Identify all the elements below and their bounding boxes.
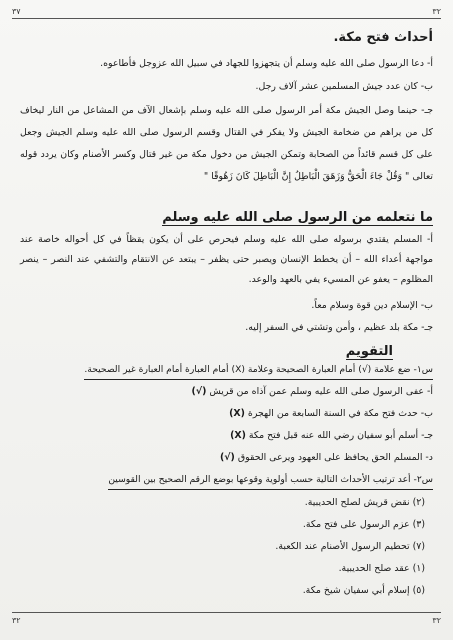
q1-item-a-mark: (√) <box>191 386 207 397</box>
q1-item-b-mark: (X) <box>229 408 245 419</box>
page-number-top-right: ٣٢ <box>432 7 441 16</box>
page-number-bottom-left: ٣٢ <box>12 616 21 625</box>
q1-item-c-text: جـ- أسلم أبو سفيان رضي الله عنه قبل فتح مكة <box>248 430 433 441</box>
section2-line-a: أ- المسلم يقتدي برسوله صلى الله عليه وسلم فيحرص على أن يكون يقظاً في كل أحواله خاصة عند مواجهة أعداء الله – أن يخطط الإنسان ويصبر حتى يظفر – يبتعد عن الانتقام والتشفي عند النصر – ينصر المظلوم – يعفو عن المسيء يفي بالعهد والوعد. <box>20 234 433 285</box>
page-number-bottom-right: ٣٢ <box>432 616 441 625</box>
q2-item-4 <box>20 559 433 578</box>
q1-item-a <box>20 382 433 401</box>
q2-item-3 <box>20 537 433 556</box>
q1-item-c <box>20 426 433 445</box>
q2-item-3-number: (٧) <box>412 541 425 552</box>
q1-item-c-mark: (X) <box>230 430 246 441</box>
q2-item-1-number: (٢) <box>412 497 425 508</box>
q2-item-2-number: (٣) <box>412 519 425 530</box>
q2-item-2-text: عزم الرسول على فتح مكة. <box>302 519 410 530</box>
q2-item-5 <box>20 581 433 600</box>
q1-item-d-text: د- المسلم الحق يحافظ على العهود ويرعى الحقوق <box>237 452 433 463</box>
q2-item-4-number: (١) <box>412 563 425 574</box>
section1-line-c: جـ- حينما وصل الجيش مكة أمر الرسول صلى الله عليه وسلم بإشعال الآف من المشاعل من النار ليخاف كل من يراهم من ضخامة الجيش ولا يفكر في القتال وقسم الرسول صلى الله عليه وسلم الجيش وجعل على كل قسم قائداً من الصحابة وتمكن الجيش من دخول مكة من غير قتال وكسر الأصنام وكان يردد قوله تعالى " وَقُلْ جَاءَ الْحَقُّ وَزَهَقَ الْبَاطِلُ إِنَّ الْبَاطِلَ كَانَ زَهُوقًا " <box>20 105 433 182</box>
q1-item-b-text: ب- حدث فتح مكة في السنة السابعة من الهجرة <box>247 408 433 419</box>
q1-item-a-text: أ- عفى الرسول صلى الله عليه وسلم عمن آذاه من قريش <box>209 386 433 397</box>
bottom-rule <box>12 612 441 613</box>
evaluation-title: التقويم <box>345 344 393 359</box>
page-number-top-left: ٣٧ <box>12 7 21 16</box>
section1-title: أحداث فتح مكة. <box>333 30 433 45</box>
q1-item-d <box>20 448 433 467</box>
section1-line-b: ب- كان عدد جيش المسلمين عشر آلاف رجل. <box>255 81 433 92</box>
section-fath-makkah <box>20 30 433 45</box>
q2-item-5-text: إسلام أبي سفيان شيخ مكة. <box>302 585 410 596</box>
top-rule <box>12 18 441 19</box>
section2-line-b: ب- الإسلام دين قوة وسلام معاً. <box>311 300 433 311</box>
q1-prompt: س١- ضع علامة (√) أمام العبارة الصحيحة وعلامة (X) أمام العبارة أمام العبارة غير الصحيحة. <box>20 360 433 380</box>
section1-line-a: أ- دعا الرسول صلى الله عليه وسلم أن يتجهزوا للجهاد في سبيل الله عزوجل فأطاعوه. <box>100 58 433 69</box>
q2-item-5-number: (٥) <box>412 585 425 596</box>
section-lessons <box>20 206 433 226</box>
q2-item-1-text: نقض قريش لصلح الحديبية. <box>304 497 410 508</box>
section2-line-c: جـ- مكة بلد عظيم ، وأمن وتشتي في السفر إليه. <box>245 322 433 333</box>
q2-item-2 <box>20 515 433 534</box>
section2-title: ما نتعلمه من الرسول صلى الله عليه وسلم <box>162 210 433 225</box>
q2-item-4-text: عقد صلح الحديبية. <box>338 563 410 574</box>
q2-item-1 <box>20 493 433 512</box>
q2-prompt: س٢- أعد ترتيب الأحداث التالية حسب أولوية وقوعها بوضع الرقم الصحيح بين القوسين <box>20 470 433 490</box>
q1-item-d-mark: (√) <box>220 452 235 463</box>
q1-item-b <box>20 404 433 423</box>
q2-item-3-text: تحطيم الرسول الأصنام عند الكعبة. <box>275 541 410 552</box>
evaluation-heading <box>20 340 433 360</box>
